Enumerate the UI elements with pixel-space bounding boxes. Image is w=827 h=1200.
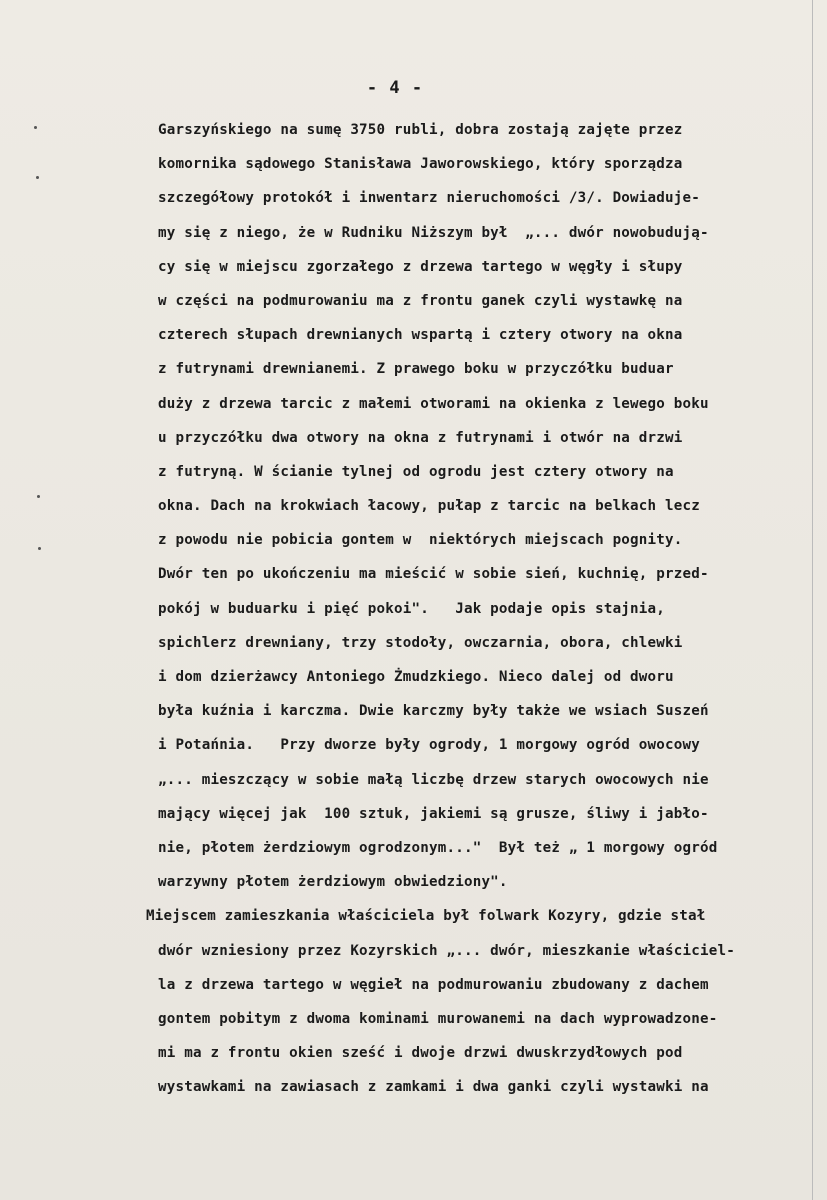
text-line: z powodu nie pobicia gontem w niektórych miejscach pognity. [158,532,683,549]
text-line: czterech słupach drewnianych wspartą i cztery otwory na okna [158,327,683,344]
text-line: w części na podmurowaniu ma z frontu ganek czyli wystawkę na [158,292,683,309]
margin-mark [37,495,40,498]
text-line: wystawkami na zawiasach z zamkami i dwa ganki czyli wystawki na [158,1079,709,1096]
text-line: Miejscem zamieszkania właściciela był folwark Kozyry, gdzie stał [146,908,706,925]
text-line: warzywny płotem żerdziowym obwiedziony". [158,874,508,891]
text-line: Dwór ten po ukończeniu ma mieścić w sobie sień, kuchnię, przed- [158,566,709,583]
margin-mark [38,547,41,550]
text-line: „... mieszczący w sobie małą liczbę drzew starych owocowych nie [158,771,709,788]
text-line: nie, płotem żerdziowym ogrodzonym..." Był też „ 1 morgowy ogród [158,839,718,856]
text-line: la z drzewa tartego w węgieł na podmurowaniu zbudowany z dachem [158,976,709,993]
text-line: mający więcej jak 100 sztuk, jakiemi są grusze, śliwy i jabło- [158,805,709,822]
text-line: i Potańnia. Przy dworze były ogrody, 1 morgowy ogród owocowy [158,737,700,754]
document-body [145,113,815,1104]
text-line: pokój w buduarku i pięć pokoi". Jak podaje opis stajnia, [158,600,666,617]
text-line: u przyczółku dwa otwory na okna z futrynami i otwór na drzwi [158,429,683,446]
margin-mark [36,176,39,179]
text-line: spichlerz drewniany, trzy stodoły, owczarnia, obora, chlewki [158,634,683,651]
text-line: gontem pobitym z dwoma kominami murowanemi na dach wyprowadzone- [158,1010,718,1027]
text-line: z futrynami drewnianemi. Z prawego boku w przyczółku buduar [158,361,674,378]
text-line: Garszyńskiego na sumę 3750 rubli, dobra zostają zajęte przez [158,122,683,138]
text-line: okna. Dach na krokwiach łacowy, pułap z tarcic na belkach lecz [158,498,700,515]
text-line: dwór wzniesiony przez Kozyrskich „... dwór, mieszkanie właściciel- [158,942,735,959]
text-line: mi ma z frontu okien sześć i dwoje drzwi dwuskrzydłowych pod [158,1045,683,1062]
page-number: - 4 - [366,78,424,98]
text-line: była kuźnia i karczma. Dwie karczmy były także we wsiach Suszeń [158,703,709,720]
text-line: duży z drzewa tarcic z małemi otworami na okienka z lewego boku [158,395,709,412]
text-line: z futryną. W ścianie tylnej od ogrodu jest cztery otwory na [158,463,674,480]
text-line: komornika sądowego Stanisława Jaworowskiego, który sporządza [158,156,683,173]
text-line: cy się w miejscu zgorzałego z drzewa tartego w węgły i słupy [158,258,683,275]
margin-mark [34,126,37,129]
text-line: szczegółowy protokół i inwentarz nieruchomości /3/. Dowiaduje- [158,190,700,207]
text-line: i dom dzierżawcy Antoniego Żmudzkiego. Nieco dalej od dworu [158,669,674,685]
text-line: my się z niego, że w Rudniku Niższym był „... dwór nowobudują- [158,224,709,241]
